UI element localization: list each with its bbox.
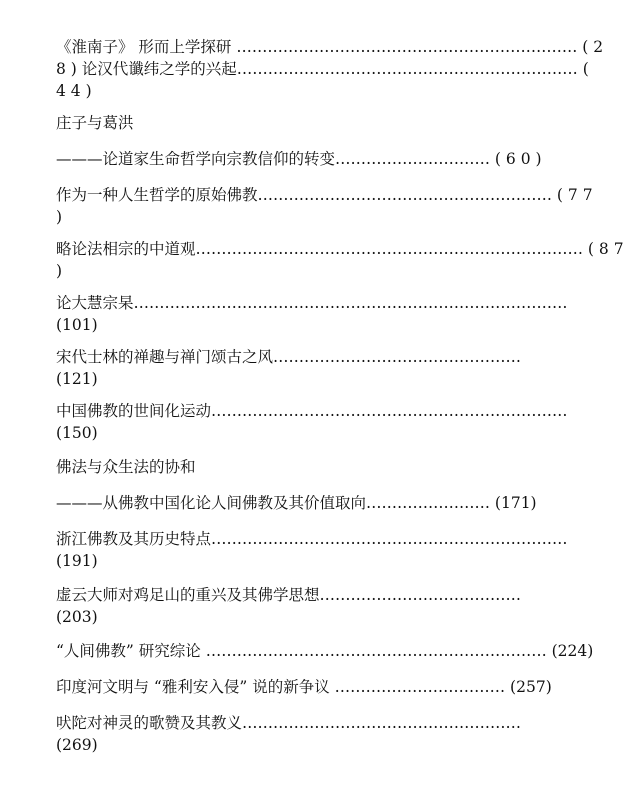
toc-line: 吠陀对神灵的歌赞及其教义……………………………………………… [56,714,522,732]
toc-line: 虚云大师对鸡足山的重兴及其佛学思想………………………………… [56,586,522,604]
toc-line: (191) [56,552,98,570]
toc-line: 4 4 ) [56,82,92,100]
toc-line: 论大慧宗杲………………………………………………………………………… [56,294,568,312]
toc-line: (203) [56,608,98,626]
toc-line: 8 ) 论汉代谶纬之学的兴起………………………………………………………… ( [56,60,589,78]
toc-line: 中国佛教的世间化运动…………………………………………………………… [56,402,568,420]
toc-line: ) [56,262,63,280]
toc-line: 《淮南子》 形而上学探研 ………………………………………………………… ( 2 [56,38,604,56]
toc-line: (101) [56,316,98,334]
toc-line: ) [56,208,63,226]
toc-line: 印度河文明与 “雅利安入侵” 说的新争议 …………………………… (257) [56,678,552,696]
toc-line: 略论法相宗的中道观………………………………………………………………… ( 8 7 [56,240,624,258]
toc-section-title: 佛法与众生法的协和 [56,458,196,476]
toc-line: 浙江佛教及其历史特点…………………………………………………………… [56,530,568,548]
toc-line: “人间佛教” 研究综论 ………………………………………………………… (224) [56,642,594,660]
toc-section-title: 庄子与葛洪 [56,114,134,132]
toc-line: ———从佛教中国化论人间佛教及其价值取向…………………… (171) [56,494,537,512]
toc-line: ———论道家生命哲学向宗教信仰的转变………………………… ( 6 0 ) [56,150,542,168]
toc-line: (269) [56,736,98,754]
toc-line: (150) [56,424,98,442]
toc-line: (121) [56,370,98,388]
toc-line: 作为一种人生哲学的原始佛教………………………………………………… ( 7 7 [56,186,593,204]
toc-line: 宋代士林的禅趣与禅门颂古之风………………………………………… [56,348,522,366]
